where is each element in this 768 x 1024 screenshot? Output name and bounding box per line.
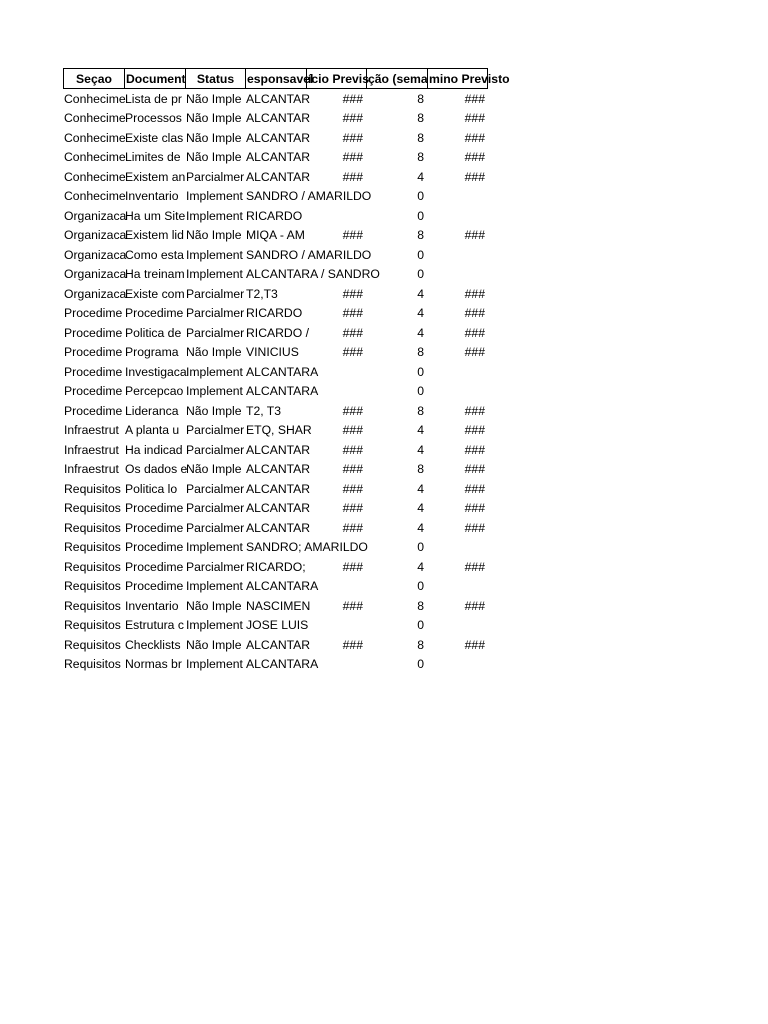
cell-documento[interactable]: Ha um Site xyxy=(125,208,186,223)
cell-secao[interactable]: Organizaca xyxy=(64,267,127,281)
cell-secao[interactable]: Requisitos xyxy=(64,598,121,613)
cell-termino-previsto[interactable]: ### xyxy=(464,150,485,164)
cell-status[interactable]: Não Imple xyxy=(186,228,242,242)
cell-responsavel[interactable]: RICARDO xyxy=(246,208,303,223)
table-row xyxy=(63,226,488,246)
cell-documento[interactable]: Lista de pr xyxy=(125,91,182,106)
cell-secao[interactable]: Organizaca xyxy=(64,208,127,223)
cell-duracao[interactable]: 4 xyxy=(417,481,424,496)
cell-duracao[interactable]: 8 xyxy=(417,91,424,106)
cell-status[interactable]: Parcialmer xyxy=(186,442,245,457)
cell-inicio-previsto[interactable]: ### xyxy=(342,130,363,145)
cell-status[interactable]: Não Imple xyxy=(186,130,242,145)
cell-documento[interactable]: Ha indicad xyxy=(125,442,183,457)
cell-termino-previsto[interactable] xyxy=(427,538,488,558)
cell-responsavel[interactable]: ALCANTARA / SANDRO xyxy=(246,267,380,281)
cell-duracao[interactable]: 4 xyxy=(417,286,424,301)
cell-documento[interactable]: Programa xyxy=(125,345,179,359)
cell-duracao[interactable]: 0 xyxy=(417,618,424,632)
cell-responsavel[interactable]: ALCANTARA xyxy=(246,384,319,398)
cell-responsavel[interactable]: T2,T3 xyxy=(246,286,278,301)
cell-termino-previsto[interactable]: ### xyxy=(464,228,485,242)
cell-inicio-previsto[interactable] xyxy=(306,246,366,266)
cell-secao[interactable]: Conhecime xyxy=(64,169,126,184)
table-row xyxy=(63,363,488,383)
cell-documento[interactable]: Existem lid xyxy=(125,228,184,242)
table-row xyxy=(63,402,488,422)
cell-responsavel[interactable]: ALCANTAR xyxy=(246,520,311,535)
cell-inicio-previsto[interactable]: ### xyxy=(342,598,363,613)
header-cell-documento[interactable]: Document xyxy=(124,68,185,89)
cell-responsavel[interactable]: RICARDO; xyxy=(246,559,306,574)
cell-duracao[interactable]: 0 xyxy=(417,189,424,203)
cell-termino-previsto[interactable] xyxy=(427,382,488,402)
cell-status[interactable]: Não Imple xyxy=(186,403,242,418)
cell-termino-previsto[interactable]: ### xyxy=(464,111,485,125)
cell-status[interactable]: Implement xyxy=(186,364,243,379)
cell-documento[interactable]: Inventario xyxy=(125,189,179,203)
cell-secao[interactable]: Procedime xyxy=(64,384,123,398)
cell-termino-previsto[interactable]: ### xyxy=(464,462,485,476)
cell-termino-previsto[interactable]: ### xyxy=(464,306,485,320)
cell-responsavel[interactable]: ALCANTAR xyxy=(246,130,311,145)
table-row xyxy=(63,538,488,558)
cell-secao[interactable]: Conhecime xyxy=(64,91,126,106)
cell-inicio-previsto[interactable]: ### xyxy=(342,286,363,301)
cell-inicio-previsto[interactable] xyxy=(306,382,366,402)
table-row xyxy=(63,109,488,129)
cell-documento[interactable]: Como esta xyxy=(125,247,184,262)
cell-inicio-previsto[interactable]: ### xyxy=(342,442,363,457)
cell-termino-previsto[interactable] xyxy=(427,187,488,207)
cell-responsavel[interactable]: VINICIUS xyxy=(246,345,299,359)
cell-inicio-previsto[interactable] xyxy=(306,207,366,227)
cell-status[interactable]: Parcialmer xyxy=(186,520,245,535)
cell-duracao[interactable]: 8 xyxy=(417,150,424,164)
cell-status[interactable]: Implement xyxy=(186,618,243,632)
cell-secao[interactable]: Organizaca xyxy=(64,247,127,262)
table-row xyxy=(63,480,488,500)
cell-status[interactable]: Implement xyxy=(186,208,243,223)
cell-secao[interactable]: Conhecime xyxy=(64,111,126,125)
cell-responsavel[interactable]: ALCANTAR xyxy=(246,150,311,164)
table-row xyxy=(63,577,488,597)
cell-termino-previsto[interactable]: ### xyxy=(464,481,485,496)
cell-termino-previsto[interactable]: ### xyxy=(464,442,485,457)
cell-duracao[interactable]: 0 xyxy=(417,208,424,223)
table-row xyxy=(63,421,488,441)
cell-responsavel[interactable]: ALCANTAR xyxy=(246,91,311,106)
cell-secao[interactable]: Requisitos xyxy=(64,657,121,671)
cell-secao[interactable]: Conhecime xyxy=(64,150,126,164)
cell-termino-previsto[interactable] xyxy=(427,207,488,227)
cell-documento[interactable]: Inventario xyxy=(125,598,179,613)
cell-documento[interactable]: Percepcao xyxy=(125,384,184,398)
cell-duracao[interactable]: 4 xyxy=(417,501,424,515)
cell-documento[interactable]: Politica lo xyxy=(125,481,178,496)
cell-responsavel[interactable]: SANDRO / AMARILDO xyxy=(246,247,372,262)
cell-documento[interactable]: Lideranca xyxy=(125,403,179,418)
cell-responsavel[interactable]: MIQA - AM xyxy=(246,228,305,242)
table-row xyxy=(63,616,488,636)
cell-termino-previsto[interactable]: ### xyxy=(464,520,485,535)
cell-status[interactable]: Parcialmer xyxy=(186,286,245,301)
cell-inicio-previsto[interactable]: ### xyxy=(342,462,363,476)
cell-duracao[interactable]: 0 xyxy=(417,267,424,281)
cell-termino-previsto[interactable] xyxy=(427,577,488,597)
cell-duracao[interactable]: 8 xyxy=(417,403,424,418)
cell-termino-previsto[interactable]: ### xyxy=(464,598,485,613)
cell-documento[interactable]: Limites de xyxy=(125,150,181,164)
cell-documento[interactable]: Procedime xyxy=(125,306,184,320)
cell-status[interactable]: Implement xyxy=(186,657,243,671)
cell-inicio-previsto[interactable] xyxy=(306,616,366,636)
cell-documento[interactable]: Procedime xyxy=(125,540,184,554)
cell-termino-previsto[interactable]: ### xyxy=(464,91,485,106)
cell-documento[interactable]: Checklists xyxy=(125,637,181,652)
cell-secao[interactable]: Requisitos xyxy=(64,637,121,652)
cell-inicio-previsto[interactable]: ### xyxy=(342,111,363,125)
cell-inicio-previsto[interactable]: ### xyxy=(342,403,363,418)
cell-secao[interactable]: Requisitos xyxy=(64,579,121,593)
header-cell-termino-previsto[interactable]: mino Previsto xyxy=(427,68,488,89)
table-row xyxy=(63,597,488,617)
cell-responsavel[interactable]: ALCANTARA xyxy=(246,657,319,671)
cell-status[interactable]: Implement xyxy=(186,384,243,398)
cell-documento[interactable]: Procedime xyxy=(125,520,184,535)
cell-duracao[interactable]: 8 xyxy=(417,111,424,125)
cell-inicio-previsto[interactable]: ### xyxy=(342,520,363,535)
cell-duracao[interactable]: 4 xyxy=(417,306,424,320)
cell-termino-previsto[interactable]: ### xyxy=(464,286,485,301)
cell-secao[interactable]: Requisitos xyxy=(64,618,121,632)
cell-status[interactable]: Implement xyxy=(186,267,243,281)
table-row xyxy=(63,129,488,149)
table-row xyxy=(63,655,488,675)
cell-secao[interactable]: Requisitos xyxy=(64,520,121,535)
cell-termino-previsto[interactable] xyxy=(427,616,488,636)
cell-status[interactable]: Não Imple xyxy=(186,345,242,359)
cell-status[interactable]: Implement xyxy=(186,247,243,262)
table-row xyxy=(63,265,488,285)
cell-responsavel[interactable]: ALCANTAR xyxy=(246,462,311,476)
cell-duracao[interactable]: 8 xyxy=(417,345,424,359)
cell-duracao[interactable]: 8 xyxy=(417,598,424,613)
header-row xyxy=(63,68,510,89)
cell-inicio-previsto[interactable] xyxy=(306,655,366,675)
cell-duracao[interactable]: 8 xyxy=(417,637,424,652)
cell-documento[interactable]: Procedime xyxy=(125,579,184,593)
cell-status[interactable]: Parcialmer xyxy=(186,559,245,574)
header-cell-secao[interactable]: Seçao xyxy=(63,68,124,89)
cell-documento[interactable]: Procedime xyxy=(125,501,184,515)
cell-termino-previsto[interactable]: ### xyxy=(464,130,485,145)
header-cell-status[interactable]: Status xyxy=(185,68,245,89)
cell-duracao[interactable]: 8 xyxy=(417,462,424,476)
cell-termino-previsto[interactable] xyxy=(427,655,488,675)
cell-responsavel[interactable]: RICARDO xyxy=(246,306,303,320)
cell-inicio-previsto[interactable]: ### xyxy=(342,559,363,574)
table-row xyxy=(63,148,488,168)
table-row xyxy=(63,519,488,539)
cell-documento[interactable]: Ha treinam xyxy=(125,267,185,281)
cell-documento[interactable]: Existem an xyxy=(125,169,186,184)
cell-secao[interactable]: Procedime xyxy=(64,306,123,320)
cell-secao[interactable]: Procedime xyxy=(64,345,123,359)
cell-duracao[interactable]: 8 xyxy=(417,130,424,145)
cell-documento[interactable]: A planta u xyxy=(125,423,180,437)
cell-status[interactable]: Implement xyxy=(186,579,243,593)
header-cell-inicio-previsto[interactable]: ício Previs xyxy=(306,68,366,89)
cell-responsavel[interactable]: ALCANTAR xyxy=(246,169,311,184)
cell-inicio-previsto[interactable]: ### xyxy=(342,637,363,652)
table-row xyxy=(63,246,488,266)
table-body xyxy=(63,90,488,675)
cell-status[interactable]: Implement xyxy=(186,189,243,203)
table-row xyxy=(63,304,488,324)
cell-responsavel[interactable]: ALCANTAR xyxy=(246,637,311,652)
table-row xyxy=(63,441,488,461)
table-row xyxy=(63,187,488,207)
cell-secao[interactable]: Infraestrut xyxy=(64,462,119,476)
cell-inicio-previsto[interactable]: ### xyxy=(342,306,363,320)
table-row xyxy=(63,168,488,188)
cell-duracao[interactable]: 4 xyxy=(417,442,424,457)
spreadsheet xyxy=(63,68,510,675)
cell-inicio-previsto[interactable]: ### xyxy=(342,228,363,242)
cell-inicio-previsto[interactable]: ### xyxy=(342,169,363,184)
cell-inicio-previsto[interactable]: ### xyxy=(342,501,363,515)
cell-responsavel[interactable]: ALCANTAR xyxy=(246,481,311,496)
cell-secao[interactable]: Requisitos xyxy=(64,481,121,496)
cell-status[interactable]: Parcialmer xyxy=(186,306,245,320)
cell-responsavel[interactable]: ALCANTARA xyxy=(246,579,319,593)
cell-responsavel[interactable]: RICARDO / xyxy=(246,325,309,340)
cell-responsavel[interactable]: ALCANTARA xyxy=(246,364,319,379)
cell-documento[interactable]: Estrutura c xyxy=(125,618,184,632)
cell-secao[interactable]: Procedime xyxy=(64,325,123,340)
cell-responsavel[interactable]: ALCANTAR xyxy=(246,501,311,515)
cell-status[interactable]: Parcialmer xyxy=(186,325,245,340)
table-row xyxy=(63,343,488,363)
cell-duracao[interactable]: 4 xyxy=(417,325,424,340)
cell-responsavel[interactable]: ALCANTAR xyxy=(246,111,311,125)
cell-secao[interactable]: Conhecime xyxy=(64,130,126,145)
cell-duracao[interactable]: 4 xyxy=(417,169,424,184)
cell-termino-previsto[interactable] xyxy=(427,246,488,266)
cell-termino-previsto[interactable]: ### xyxy=(464,345,485,359)
cell-duracao[interactable]: 8 xyxy=(417,228,424,242)
cell-status[interactable]: Parcialmer xyxy=(186,501,245,515)
cell-documento[interactable]: Normas br xyxy=(125,657,182,671)
cell-termino-previsto[interactable] xyxy=(427,363,488,383)
cell-duracao[interactable]: 4 xyxy=(417,423,424,437)
cell-secao[interactable]: Procedime xyxy=(64,364,123,379)
cell-termino-previsto[interactable]: ### xyxy=(464,423,485,437)
cell-status[interactable]: Não Imple xyxy=(186,91,242,106)
cell-secao[interactable]: Requisitos xyxy=(64,559,121,574)
cell-status[interactable]: Parcialmer xyxy=(186,481,245,496)
table-row xyxy=(63,90,488,110)
cell-documento[interactable]: Existe com xyxy=(125,286,185,301)
cell-termino-previsto[interactable]: ### xyxy=(464,403,485,418)
cell-status[interactable]: Implement xyxy=(186,540,243,554)
cell-status[interactable]: Não Imple xyxy=(186,598,242,613)
cell-secao[interactable]: Requisitos xyxy=(64,501,121,515)
cell-duracao[interactable]: 0 xyxy=(417,657,424,671)
table-row xyxy=(63,499,488,519)
header-cell-responsavel[interactable]: esponsavel xyxy=(245,68,306,89)
cell-responsavel[interactable]: ETQ, SHAR xyxy=(246,423,312,437)
cell-termino-previsto[interactable]: ### xyxy=(464,169,485,184)
cell-duracao[interactable]: 0 xyxy=(417,579,424,593)
cell-secao[interactable]: Infraestrut xyxy=(64,442,119,457)
table-row xyxy=(63,285,488,305)
cell-inicio-previsto[interactable] xyxy=(306,538,366,558)
table-row xyxy=(63,324,488,344)
cell-documento[interactable]: Procedime xyxy=(125,559,184,574)
cell-status[interactable]: Parcialmer xyxy=(186,423,245,437)
cell-termino-previsto[interactable]: ### xyxy=(464,501,485,515)
cell-termino-previsto[interactable]: ### xyxy=(464,637,485,652)
cell-responsavel[interactable]: NASCIMEN xyxy=(246,598,311,613)
cell-duracao[interactable]: 0 xyxy=(417,364,424,379)
cell-status[interactable]: Não Imple xyxy=(186,150,242,164)
cell-inicio-previsto[interactable]: ### xyxy=(342,423,363,437)
cell-inicio-previsto[interactable]: ### xyxy=(342,325,363,340)
cell-duracao[interactable]: 4 xyxy=(417,520,424,535)
cell-documento[interactable]: Os dados e xyxy=(125,462,188,476)
cell-termino-previsto[interactable] xyxy=(427,265,488,285)
cell-documento[interactable]: Processos xyxy=(125,111,182,125)
cell-termino-previsto[interactable]: ### xyxy=(464,559,485,574)
cell-duracao[interactable]: 4 xyxy=(417,559,424,574)
cell-duracao[interactable]: 0 xyxy=(417,540,424,554)
cell-inicio-previsto[interactable] xyxy=(306,187,366,207)
cell-responsavel[interactable]: JOSE LUIS xyxy=(246,618,309,632)
table-row xyxy=(63,636,488,656)
cell-termino-previsto[interactable]: ### xyxy=(464,325,485,340)
table-row xyxy=(63,558,488,578)
header-cell-duracao[interactable]: ção (sema xyxy=(366,68,427,89)
cell-responsavel[interactable]: T2, T3 xyxy=(246,403,281,418)
cell-secao[interactable]: Organizaca xyxy=(64,286,127,301)
cell-responsavel[interactable]: SANDRO / AMARILDO xyxy=(246,189,372,203)
cell-secao[interactable]: Requisitos xyxy=(64,540,121,554)
cell-status[interactable]: Não Imple xyxy=(186,637,242,652)
table-row xyxy=(63,460,488,480)
cell-secao[interactable]: Conhecime xyxy=(64,189,126,203)
table-row xyxy=(63,382,488,402)
cell-inicio-previsto[interactable] xyxy=(306,265,366,285)
cell-secao[interactable]: Procedime xyxy=(64,403,123,418)
cell-status[interactable]: Parcialmer xyxy=(186,169,245,184)
cell-status[interactable]: Não Imple xyxy=(186,111,242,125)
cell-duracao[interactable]: 0 xyxy=(417,384,424,398)
cell-inicio-previsto[interactable] xyxy=(306,577,366,597)
cell-inicio-previsto[interactable]: ### xyxy=(342,91,363,106)
cell-status[interactable]: Não Imple xyxy=(186,462,242,476)
cell-responsavel[interactable]: ALCANTAR xyxy=(246,442,311,457)
cell-secao[interactable]: Infraestrut xyxy=(64,423,119,437)
cell-responsavel[interactable]: SANDRO; AMARILDO xyxy=(246,540,368,554)
cell-documento[interactable]: Politica de xyxy=(125,325,182,340)
cell-inicio-previsto[interactable]: ### xyxy=(342,345,363,359)
table-row xyxy=(63,207,488,227)
cell-documento[interactable]: Investigaca xyxy=(125,364,187,379)
cell-inicio-previsto[interactable]: ### xyxy=(342,150,363,164)
cell-secao[interactable]: Organizaca xyxy=(64,228,127,242)
cell-inicio-previsto[interactable]: ### xyxy=(342,481,363,496)
cell-inicio-previsto[interactable] xyxy=(306,363,366,383)
cell-documento[interactable]: Existe clas xyxy=(125,130,184,145)
cell-duracao[interactable]: 0 xyxy=(417,247,424,262)
